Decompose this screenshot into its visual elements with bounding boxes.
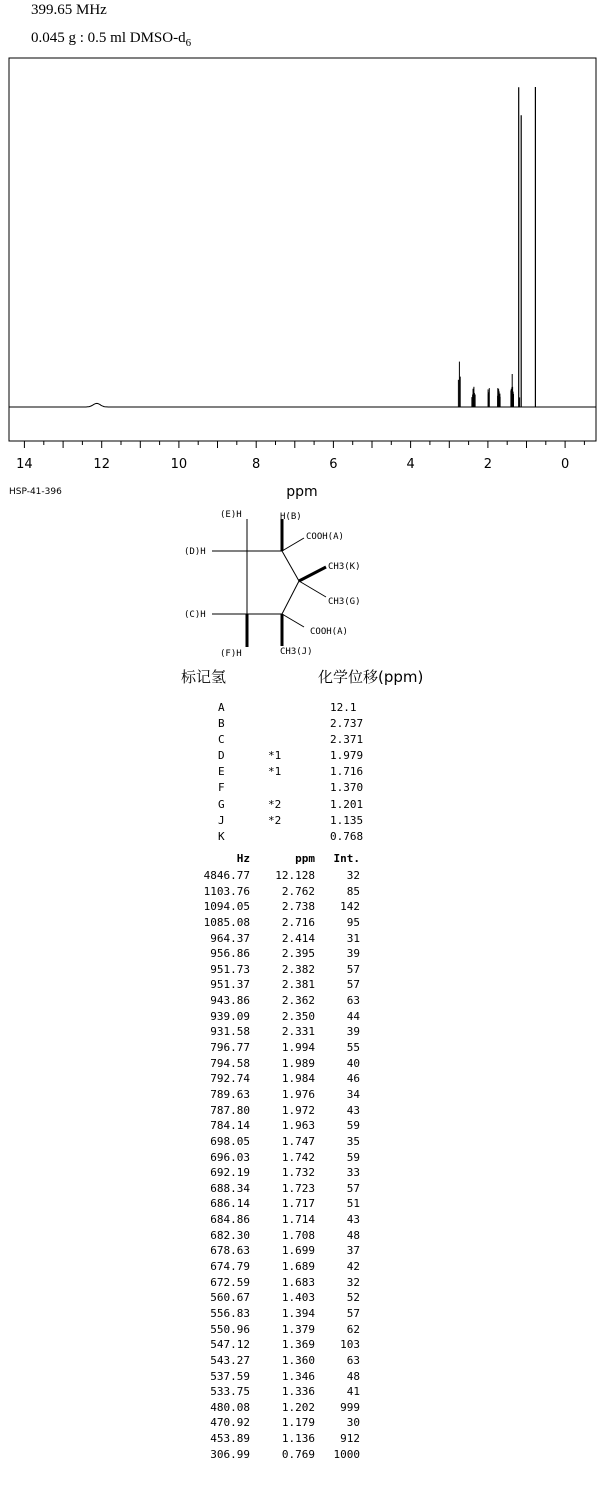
int-cell: 32 (346, 1275, 360, 1289)
hz-cell: 547.12 (210, 1338, 250, 1352)
hz-cell: 787.80 (210, 1103, 250, 1117)
int-cell: 63 (346, 1353, 360, 1367)
int-cell: 48 (346, 1369, 360, 1383)
assignment-label: A (218, 701, 225, 714)
hz-cell: 556.83 (210, 1306, 250, 1320)
hz-cell: 682.30 (210, 1228, 250, 1242)
x-axis-tick-labels (16, 457, 569, 472)
label-K: CH3(K) (328, 562, 361, 572)
assignment-value: 2.737 (330, 717, 364, 731)
table-row (170, 1118, 370, 1134)
ppm-cell: 1.699 (281, 1244, 315, 1258)
table-row (170, 1400, 370, 1416)
peak-table-header (170, 852, 370, 868)
spectrum-trace (9, 403, 596, 407)
hz-cell: 533.75 (210, 1385, 250, 1399)
assignment-row (218, 732, 418, 748)
peak-rows (170, 868, 370, 1462)
hz-cell: 480.08 (210, 1400, 250, 1414)
spectrum-code: HSP-41-396 (9, 487, 62, 497)
x-axis-label: ppm (286, 484, 318, 500)
hz-cell: 537.59 (210, 1369, 250, 1383)
ppm-cell: 1.689 (281, 1260, 315, 1274)
hz-cell: 951.37 (210, 978, 250, 992)
table-row (170, 884, 370, 900)
assignment-row (218, 797, 418, 813)
ppm-cell: 1.394 (281, 1306, 315, 1320)
ppm-cell: 2.382 (281, 962, 315, 976)
ppm-cell: 1.179 (281, 1416, 315, 1430)
assignment-value: 2.371 (330, 733, 364, 747)
ppm-cell: 1.747 (281, 1134, 315, 1148)
table-row (170, 1071, 370, 1087)
assignment-label: B (218, 717, 225, 731)
int-cell: 48 (346, 1228, 360, 1242)
ppm-cell: 2.362 (281, 994, 315, 1008)
hz-cell: 939.09 (210, 1009, 250, 1023)
ppm-cell: 1.994 (281, 1041, 315, 1055)
ppm-cell: 2.350 (281, 1009, 315, 1023)
int-cell: 43 (346, 1213, 360, 1227)
table-row (170, 1212, 370, 1228)
label-F: (F)H (220, 649, 242, 659)
hz-cell: 698.05 (210, 1134, 250, 1148)
ppm-cell: 1.717 (281, 1197, 315, 1211)
hz-cell: 306.99 (210, 1447, 250, 1461)
int-cell: 59 (346, 1150, 360, 1164)
assignment-label-header: 标记氢 (181, 668, 227, 686)
table-row (170, 1290, 370, 1306)
hz-cell: 678.63 (210, 1244, 250, 1258)
ppm-cell: 1.136 (281, 1432, 315, 1446)
hz-cell: 692.19 (210, 1166, 250, 1180)
int-header: Int. (333, 852, 360, 865)
assignment-row (218, 700, 418, 716)
ppm-cell: 1.989 (281, 1056, 315, 1070)
hz-cell: 796.77 (210, 1041, 250, 1055)
x-axis-ticks (24, 441, 584, 448)
hz-cell: 453.89 (210, 1432, 250, 1446)
ppm-cell: 1.336 (281, 1385, 315, 1399)
int-cell: 44 (346, 1009, 360, 1023)
assignment-value: 1.201 (330, 797, 364, 811)
ppm-header: ppm (295, 852, 315, 865)
int-cell: 62 (346, 1322, 360, 1336)
sample-subscript: 6 (185, 37, 192, 49)
hz-cell: 789.63 (210, 1087, 250, 1101)
assignment-row (218, 764, 418, 780)
int-cell: 43 (346, 1103, 360, 1117)
ppm-cell: 1.714 (281, 1213, 315, 1227)
table-row (170, 962, 370, 978)
label-D: (D)H (184, 547, 206, 557)
assignment-value: 1.135 (330, 813, 364, 827)
int-cell: 46 (346, 1072, 360, 1086)
int-cell: 40 (346, 1056, 360, 1070)
int-cell: 912 (340, 1432, 360, 1446)
ppm-cell: 2.762 (281, 884, 315, 898)
assignment-row (218, 813, 418, 829)
hz-cell: 688.34 (210, 1181, 250, 1195)
ppm-cell: 2.716 (281, 915, 315, 929)
hz-cell: 794.58 (210, 1056, 250, 1070)
hz-cell: 4846.77 (203, 869, 250, 882)
hz-cell: 672.59 (210, 1275, 250, 1289)
int-cell: 33 (346, 1166, 360, 1180)
table-row (170, 1243, 370, 1259)
ppm-cell: 1.403 (281, 1291, 315, 1305)
table-row (170, 931, 370, 947)
table-row (170, 1165, 370, 1181)
hz-cell: 931.58 (210, 1025, 250, 1039)
spectrometer-frequency: 399.65 MHz (31, 2, 107, 18)
table-row (170, 1415, 370, 1431)
label-E: (E)H (220, 510, 242, 520)
table-row (170, 993, 370, 1009)
int-cell: 57 (346, 978, 360, 992)
assignment-shift-header: 化学位移(ppm) (318, 668, 424, 686)
int-cell: 999 (340, 1400, 360, 1414)
molecule-structure (176, 504, 406, 662)
int-cell: 52 (346, 1291, 360, 1305)
hz-cell: 560.67 (210, 1291, 250, 1305)
x-tick-label: 8 (252, 457, 261, 472)
table-row (170, 1337, 370, 1353)
hz-cell: 674.79 (210, 1260, 250, 1274)
assignment-label: E (218, 765, 225, 779)
assignment-table (218, 700, 418, 845)
int-cell: 1000 (333, 1447, 360, 1461)
ppm-cell: 12.128 (275, 869, 315, 882)
int-cell: 39 (346, 1025, 360, 1039)
ppm-cell: 2.331 (281, 1025, 315, 1039)
ppm-cell: 2.381 (281, 978, 315, 992)
table-row (170, 868, 370, 884)
assignment-row (218, 748, 418, 764)
table-row (170, 1103, 370, 1119)
ppm-cell: 1.683 (281, 1275, 315, 1289)
int-cell: 63 (346, 994, 360, 1008)
assignment-value: 1.370 (330, 781, 364, 795)
table-row (170, 1024, 370, 1040)
hz-cell: 696.03 (210, 1150, 250, 1164)
ppm-cell: 1.723 (281, 1181, 315, 1195)
ppm-cell: 0.769 (281, 1447, 315, 1461)
assignment-note: *2 (268, 813, 282, 827)
int-cell: 57 (346, 1181, 360, 1195)
assignment-label: G (218, 797, 225, 811)
ppm-cell: 1.360 (281, 1353, 315, 1367)
int-cell: 57 (346, 1306, 360, 1320)
peak-table (170, 852, 370, 1462)
table-row (170, 1353, 370, 1369)
ppm-cell: 1.976 (281, 1087, 315, 1101)
int-cell: 37 (346, 1244, 360, 1258)
hz-cell: 943.86 (210, 994, 250, 1008)
assignment-value: 1.716 (330, 765, 364, 779)
int-cell: 42 (346, 1260, 360, 1274)
assignment-value: 0.768 (330, 829, 364, 843)
hz-cell: 964.37 (210, 931, 250, 945)
ppm-cell: 1.984 (281, 1072, 315, 1086)
label-cooh-top: COOH(A) (306, 532, 344, 542)
ppm-cell: 1.963 (281, 1119, 315, 1133)
int-cell: 59 (346, 1119, 360, 1133)
hz-cell: 1103.76 (203, 884, 250, 898)
table-row (170, 1431, 370, 1447)
sample-text: 0.045 g : 0.5 ml DMSO-d (31, 30, 186, 46)
table-row (170, 977, 370, 993)
peak-lines (458, 87, 535, 407)
ppm-cell: 1.346 (281, 1369, 315, 1383)
table-row (170, 915, 370, 931)
table-row (170, 899, 370, 915)
assignment-row (218, 780, 418, 796)
x-tick-label: 12 (93, 457, 110, 472)
label-G: CH3(G) (328, 597, 361, 607)
hz-header: Hz (236, 852, 250, 865)
hz-cell: 792.74 (210, 1072, 250, 1086)
table-row (170, 1196, 370, 1212)
x-tick-label: 4 (406, 457, 415, 472)
label-cooh-bottom: COOH(A) (310, 627, 348, 637)
int-cell: 103 (340, 1338, 360, 1352)
ppm-cell: 2.414 (281, 931, 315, 945)
int-cell: 32 (346, 869, 360, 882)
table-row (170, 1181, 370, 1197)
hz-cell: 550.96 (210, 1322, 250, 1336)
int-cell: 31 (346, 931, 360, 945)
ppm-cell: 1.972 (281, 1103, 315, 1117)
int-cell: 57 (346, 962, 360, 976)
ppm-cell: 1.379 (281, 1322, 315, 1336)
table-row (170, 1259, 370, 1275)
table-row (170, 1134, 370, 1150)
int-cell: 51 (346, 1197, 360, 1211)
table-row (170, 1228, 370, 1244)
table-row (170, 946, 370, 962)
table-row (170, 1369, 370, 1385)
ppm-cell: 1.742 (281, 1150, 315, 1164)
table-row (170, 1384, 370, 1400)
int-cell: 34 (346, 1087, 360, 1101)
int-cell: 39 (346, 947, 360, 961)
int-cell: 55 (346, 1041, 360, 1055)
x-tick-label: 10 (170, 457, 188, 472)
nmr-spectrum-chart (0, 0, 609, 500)
int-cell: 41 (346, 1385, 360, 1399)
x-tick-label: 0 (560, 457, 570, 472)
ppm-cell: 2.738 (281, 900, 315, 914)
table-row (170, 1322, 370, 1338)
int-cell: 95 (346, 915, 360, 929)
table-row (170, 1009, 370, 1025)
ppm-cell: 1.732 (281, 1166, 315, 1180)
int-cell: 35 (346, 1134, 360, 1148)
ppm-cell: 1.202 (281, 1400, 315, 1414)
table-row (170, 1056, 370, 1072)
ppm-cell: 1.708 (281, 1228, 315, 1242)
assignment-note: *1 (268, 749, 282, 763)
table-row (170, 1275, 370, 1291)
x-tick-label: 2 (483, 457, 493, 472)
hz-cell: 1094.05 (203, 900, 250, 914)
hz-cell: 1085.08 (203, 915, 250, 929)
int-cell: 30 (346, 1416, 360, 1430)
assignment-label: D (218, 749, 225, 763)
ppm-cell: 2.395 (281, 947, 315, 961)
table-row (170, 1447, 370, 1463)
hz-cell: 684.86 (210, 1213, 250, 1227)
hz-cell: 470.92 (210, 1416, 250, 1430)
assignment-label: F (218, 781, 225, 795)
assignment-label: C (218, 733, 225, 747)
assignment-label: J (218, 813, 225, 827)
hz-cell: 543.27 (210, 1353, 250, 1367)
hz-cell: 784.14 (210, 1119, 250, 1133)
ppm-cell: 1.369 (281, 1338, 315, 1352)
assignment-label: K (218, 829, 225, 843)
assignment-value: 12.1 (330, 701, 357, 714)
label-J: CH3(J) (280, 647, 313, 657)
table-row (170, 1087, 370, 1103)
label-C: (C)H (184, 610, 206, 620)
table-row (170, 1150, 370, 1166)
assignment-note: *1 (268, 765, 282, 779)
hz-cell: 686.14 (210, 1197, 250, 1211)
label-B: H(B) (280, 512, 302, 522)
plot-frame (9, 58, 596, 441)
assignment-row (218, 716, 418, 732)
int-cell: 85 (346, 884, 360, 898)
x-tick-label: 6 (329, 457, 338, 472)
assignment-row (218, 829, 418, 845)
x-tick-label: 14 (16, 457, 33, 472)
table-row (170, 1306, 370, 1322)
hz-cell: 951.73 (210, 962, 250, 976)
assignment-note: *2 (268, 797, 282, 811)
hz-cell: 956.86 (210, 947, 250, 961)
int-cell: 142 (340, 900, 360, 914)
table-row (170, 1040, 370, 1056)
assignment-value: 1.979 (330, 749, 364, 763)
